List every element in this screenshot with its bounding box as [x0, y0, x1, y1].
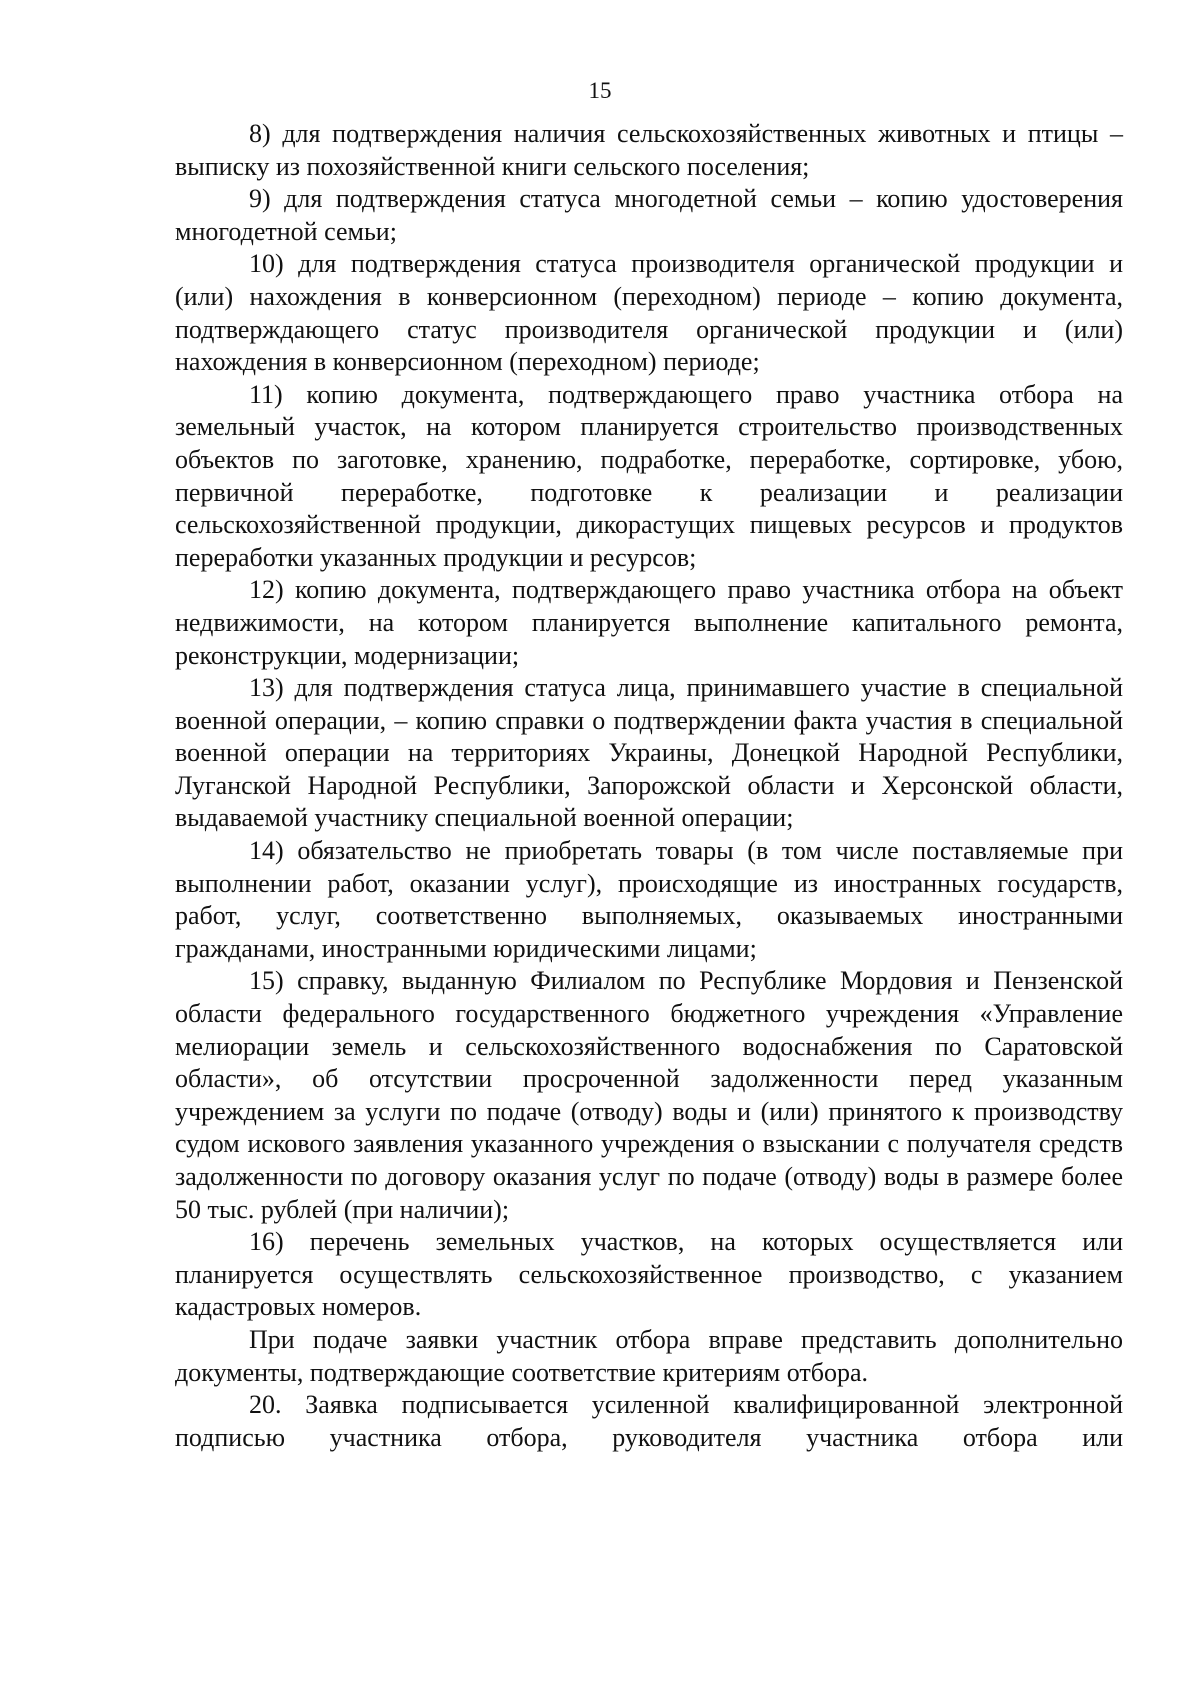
paragraph-item-15: 15) справку, выданную Филиалом по Республике Мордовия и Пензенской области федерального государственного бюджетного учреждения «Управление мелиорации земель и сельскохозяйственного водоснабжения по Саратовской области», об отсутствии просроченной задолженности перед указанным учреждением за услуги по подаче (отводу) воды и (или) принятого к производству судом искового заявления указанного учреждения о взыскании с получателя средств задолженности по договору оказания услуг по подаче (отводу) воды в размере более 50 тыс. рублей (при наличии); — [175, 966, 1123, 1224]
paragraph-item-14: 14) обязательство не приобретать товары (в том числе поставляемые при выполнении работ, оказании услуг), происходящие из иностранных государств, работ, услуг, соответственно выполняемых, оказываемых иностранными гражданами, иностранными юридическими лицами; — [175, 836, 1123, 963]
paragraph-additional-documents: При подаче заявки участник отбора вправе представить дополнительно документы, подтверждающие соответствие критериям отбора. — [175, 1324, 1123, 1387]
paragraph-item-12: 12) копию документа, подтверждающего право участника отбора на объект недвижимости, на котором планируется выполнение капитального ремонта, реконструкции, модернизации; — [175, 575, 1123, 670]
paragraph-item-9: 9) для подтверждения статуса многодетной семьи – копию удостоверения многодетной семьи; — [175, 184, 1123, 246]
page-number: 15 — [588, 78, 612, 103]
paragraph-item-8: 8) для подтверждения наличия сельскохозяйственных животных и птицы – выписку из похозяйственной книги сельского поселения; — [175, 119, 1123, 181]
document-body — [175, 118, 1123, 1454]
paragraph-item-10: 10) для подтверждения статуса производителя органической продукции и (или) нахождения в конверсионном (переходном) периоде – копию документа, подтверждающего статус производителя органической продукции и (или) нахождения в конверсионном (переходном) периоде; — [175, 249, 1123, 377]
paragraph-clause-20: 20. Заявка подписывается усиленной квалифицированной электронной подписью участника отбора, руководителя участника отбора или — [175, 1390, 1123, 1452]
paragraph-item-11: 11) копию документа, подтверждающего право участника отбора на земельный участок, на котором планируется строительство производственных объектов по заготовке, хранению, подработке, переработке, сортировке, убою, первичной переработке, подготовке к реализации и реализации сельскохозяйственной продукции, дикорастущих пищевых ресурсов и продуктов переработки указанных продукции и ресурсов; — [175, 379, 1123, 572]
paragraph-item-13: 13) для подтверждения статуса лица, принимавшего участие в специальной военной операции, – копию справки о подтверждении факта участия в специальной военной операции на территориях Украины, Донецкой Народной Республики, Луганской Народной Республики, Запорожской области и Херсонской области, выдаваемой участнику специальной военной операции; — [175, 673, 1123, 833]
paragraph-item-16: 16) перечень земельных участков, на которых осуществляется или планируется осуществлять сельскохозяйственное производство, с указанием кадастровых номеров. — [175, 1227, 1123, 1322]
